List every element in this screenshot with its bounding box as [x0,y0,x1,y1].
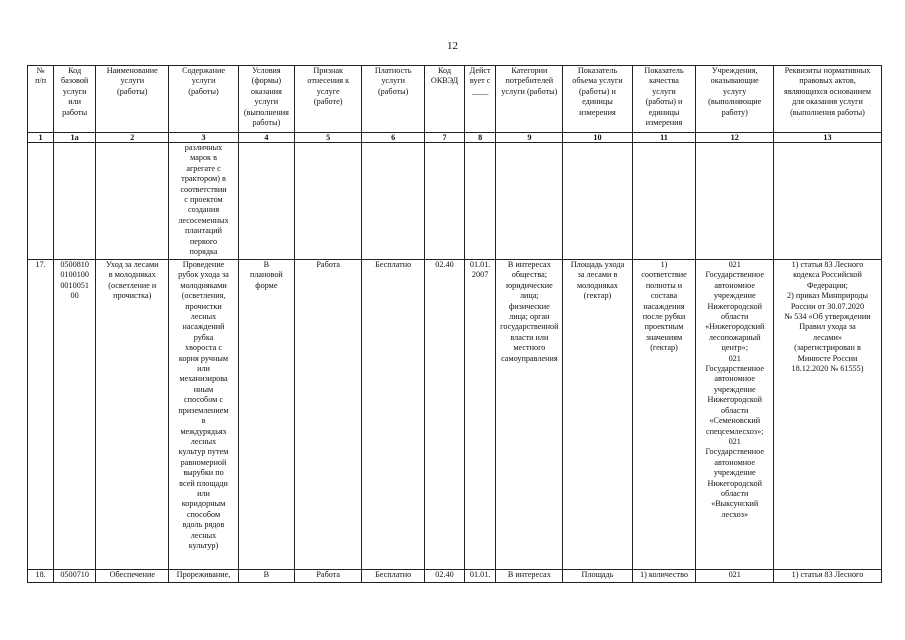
cell-sign: Работа [295,570,362,583]
column-number: 8 [464,133,495,143]
cell-conditions: В плановой форме [238,260,295,570]
column-number: 4 [238,133,295,143]
page-number: 12 [447,40,458,52]
header-row [28,66,882,133]
cell-num: 18. [28,570,54,583]
cell-content: Проведение рубок ухода за молодняками (осветления, прочистки лесных насаждений рубка хвороста с корня ручным или механизирова нным способом с приземлением в междурядьях лесных культур путем равномерной вырубки по всей площади или коридорным способом вдоль рядов лесных культур) [169,260,238,570]
column-number: 2 [96,133,169,143]
column-number: 11 [632,133,696,143]
column-number: 10 [563,133,632,143]
cell-date: 01.01. [464,570,495,583]
col-header-volume: Показатель объема услуги (работы) и единицы измерения [563,66,632,133]
cell-code: 0500810 0100100 0010051 00 [54,260,96,570]
col-header-sign: Признак отнесения к услуге (работе) [295,66,362,133]
cell-institutions: 021 [696,570,774,583]
cell-sign: Работа [295,260,362,570]
col-header-content: Содержание услуги (работы) [169,66,238,133]
cell-content: Прореживание, [169,570,238,583]
col-header-name: Наименование услуги (работы) [96,66,169,133]
column-number-row [28,133,882,143]
column-number: 13 [773,133,881,143]
column-number: 1 [28,133,54,143]
column-number: 9 [496,133,563,143]
cell-name: Обеспечение [96,570,169,583]
cell-num: 17. [28,260,54,570]
column-number: 12 [696,133,774,143]
cell-conditions: В [238,570,295,583]
column-number: 7 [425,133,465,143]
col-header-okved: Код ОКВЭД [425,66,465,133]
cell-payment: Бесплатно [362,260,425,570]
col-header-code: Код базовой услуги или работы [54,66,96,133]
col-header-payment: Платность услуги (работы) [362,66,425,133]
col-header-quality: Показатель качества услуги (работы) и единицы измерения [632,66,696,133]
col-header-acts: Реквизиты нормативных правовых актов, являющихся основанием для оказания услуги (выполнения работы) [773,66,881,133]
col-header-consumers: Категории потребителей услуги (работы) [496,66,563,133]
cell-consumers: В интересах [496,570,563,583]
col-header-conditions: Условия (формы) оказания услуги (выполнения работы) [238,66,295,133]
cell-quality: 1) количество [632,570,696,583]
services-table [27,65,882,583]
col-header-institutions: Учреждения, оказывающие услугу (выполняющие работу) [696,66,774,133]
cell-volume: Площадь ухода за лесами в молодняках (гектар) [563,260,632,570]
column-number: 1а [54,133,96,143]
table-row-18 [28,570,882,583]
column-number: 6 [362,133,425,143]
cell-institutions: 021 Государственное автономное учреждение Нижегородской области «Нижегородский лесопожарный центр»; 021 Государственное автономное учреждение Нижегородской области «Семеновский спецсемлесхоз»; 021 Государственное автономное учреждение Нижегородской области «Выксунский лесхоз» [696,260,774,570]
cell-volume: Площадь [563,570,632,583]
cell-consumers: В интересах общества; юридические лица; физические лица; орган государственной власти или местного самоуправления [496,260,563,570]
cell-date: 01.01. 2007 [464,260,495,570]
cell-content: различных марок в агрегате с трактором) в соответствии с проектом создания лесосеменных плантаций первого порядка [169,143,238,260]
cell-payment: Бесплатно [362,570,425,583]
cell-name: Уход за лесами в молодняках (осветление и прочистка) [96,260,169,570]
column-number: 3 [169,133,238,143]
cell-okved: 02.40 [425,570,465,583]
cell-acts: 1) статья 83 Лесного [773,570,881,583]
cell-quality: 1) соответствие полноты и состава насаждения после рубки проектным значениям (гектар) [632,260,696,570]
cell-code: 0500710 [54,570,96,583]
cell-okved: 02.40 [425,260,465,570]
table-row-17 [28,260,882,570]
col-header-date: Дейст вует с ____ [464,66,495,133]
table-row-continuation [28,143,882,260]
cell-acts: 1) статья 83 Лесного кодекса Российской Федерации; 2) приказ Минприроды России от 30.07.2020 № 534 «Об утверждении Правил ухода за лесами» (зарегистрирован в Минюсте России 18.12.2020 № 61555) [773,260,881,570]
column-number: 5 [295,133,362,143]
col-header-num: № п/п [28,66,54,133]
